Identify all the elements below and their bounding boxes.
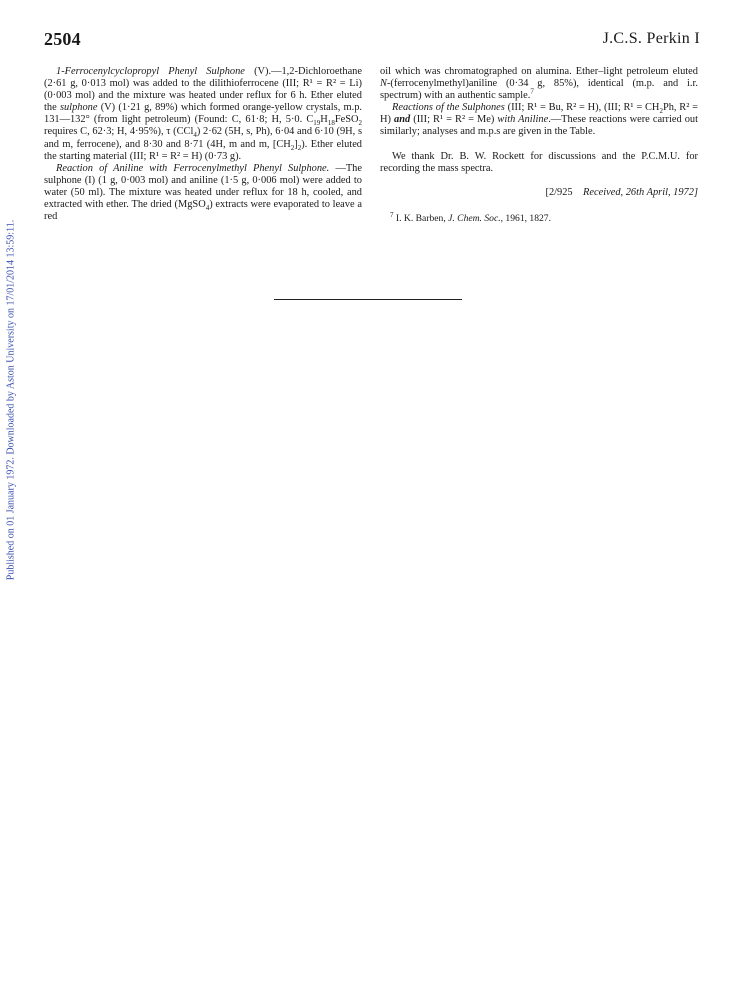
left-column bbox=[44, 66, 362, 223]
page-number: 2504 bbox=[44, 29, 81, 49]
received-line: [2/925 Received, 26th April, 1972] bbox=[545, 186, 698, 198]
journal-title: J.C.S. Perkin I bbox=[602, 30, 700, 47]
footnote: $^7$ I. K. Barben, J. Chem. Soc., 1961, 1827. bbox=[390, 210, 551, 224]
download-watermark bbox=[0, 0, 22, 984]
compound-heading: 1-Ferrocenylcyclopropyl Phenyl Sulphone bbox=[56, 66, 245, 77]
paragraph-ferrocenylcyclopropyl: 1-Ferrocenylcyclopropyl Phenyl Sulphone (V).—1,2-Dichloroethane (2·61 g, 0·013 mol) was added to the dilithioferrocene (III; R¹ = R² = Li) (0·003 mol) and the mixture was heated under reflux for 6 h. Ether eluted the sulphone (V) (1·21 g, 89%) which formed orange-yellow crystals, m.p. 131—132° (from light petroleum) (Found: C, 61·8; H, 5·0. $C_{19}H_{18}FeSO_2$ requires C, 62·3; H, 4·95%), τ (CCl$_4$) 2·62 (5H, s, Ph), 6·04 and 6·10 (9H, s and m, ferrocene), and 8·30 and 8·71 (4H, m and m, $[CH_2]_2$). Ether eluted the starting material (III; R¹ = R² = H) (0·73 g). bbox=[44, 66, 363, 162]
end-rule bbox=[274, 299, 462, 300]
paragraph-continuation: oil which was chromatographed on alumina. Ether–light petroleum eluted N-(ferrocenylmethyl)aniline (0·34 g, 85%), identical (m.p. and i.r. spectrum) with an authentic sample.$^7$ bbox=[380, 66, 698, 102]
reference-marker: 7 bbox=[530, 87, 534, 96]
right-column bbox=[380, 66, 698, 225]
section-heading: Reaction of Aniline with Ferrocenylmethyl Phenyl Sulphone. bbox=[56, 162, 330, 174]
acknowledgement: We thank Dr. B. W. Rockett for discussions and the P.C.M.U. for recording the mass spectra. bbox=[380, 150, 698, 174]
paragraph-sulphone-reactions: Reactions of the Sulphones (III; R¹ = Bu, R² = H), (III; $R^1 = CH_2Ph$, R² = H) and (III; R¹ = R² = Me) with Aniline.—These reactions were carried out similarly; analyses and m.p.s are given in the Table. bbox=[380, 102, 698, 138]
download-watermark-text: Published on 01 January 1972. Downloaded by Aston University on 17/01/2014 13:59:11. bbox=[5, 219, 17, 581]
section-heading: Reactions of the Sulphones bbox=[392, 102, 505, 114]
paragraph-aniline-reaction: Reaction of Aniline with Ferrocenylmethyl Phenyl Sulphone. —The sulphone (I) (1 g, 0·003 mol) and aniline (1·5 g, 0·006 mol) were added to water (50 ml). The mixture was heated under reflux for 18 h, cooled, and extracted with ether. The dried (MgSO$_4$) extracts were evaporated to leave a red bbox=[44, 162, 362, 223]
